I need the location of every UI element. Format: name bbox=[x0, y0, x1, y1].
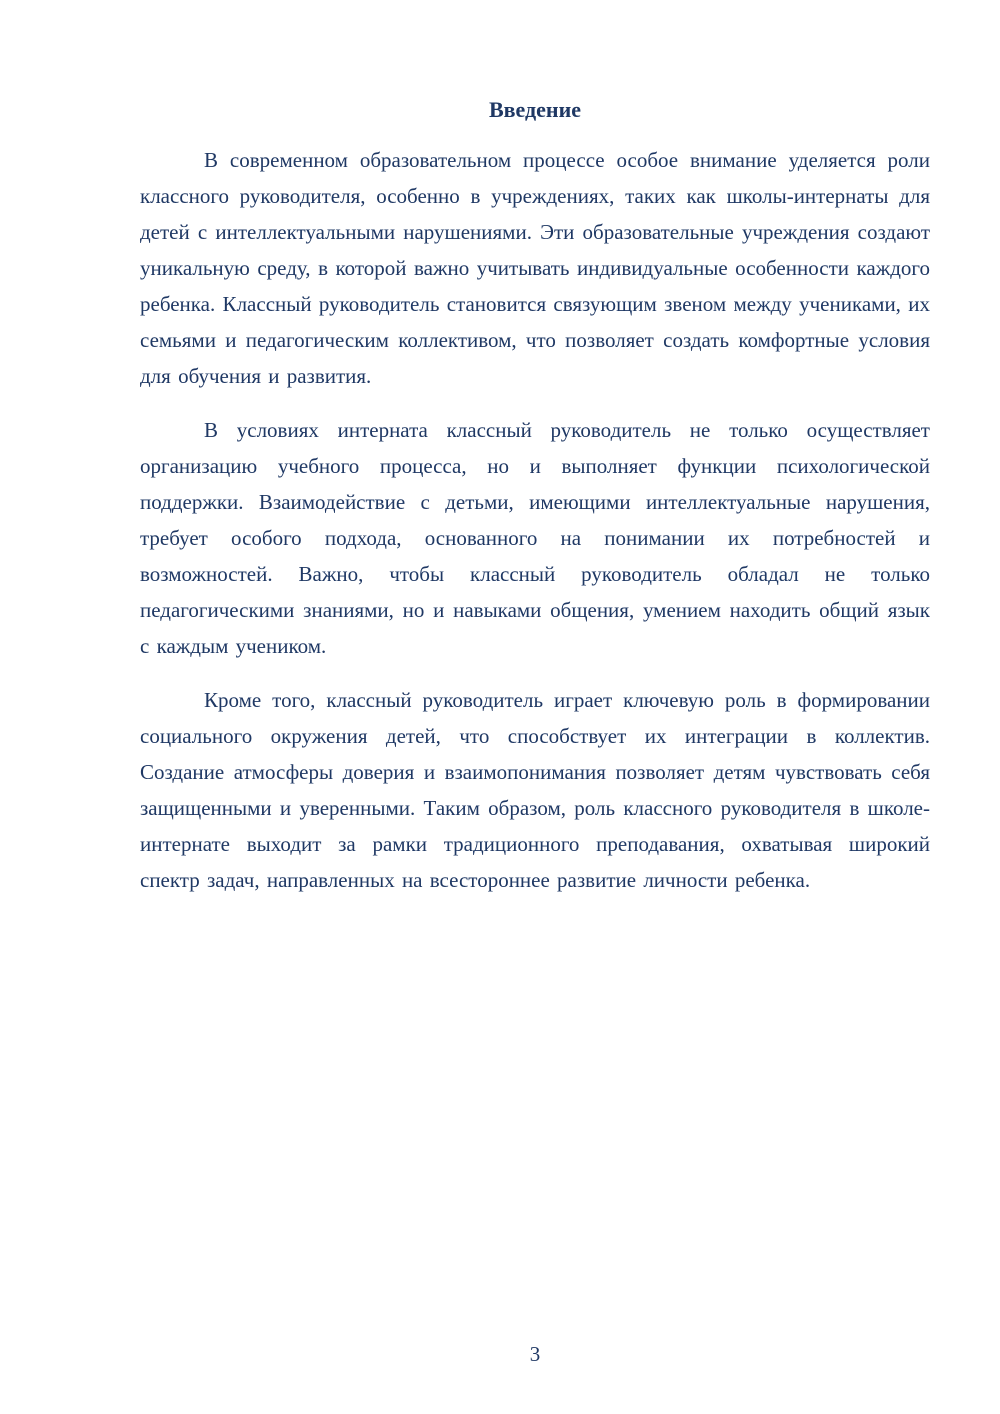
document-title: Введение bbox=[488, 97, 582, 122]
paragraph-intro: В современном образовательном процессе особое внимание уделяется роли классного руководителя, особенно в учреждениях, таких как школы-интернаты для детей с интеллектуальными нарушениями. Эти образовательные учреждения создают уникальную среду, в которой важно учитывать индивидуальные особенности каждого ребенка. Классный руководитель становится связующим звеном между учениками, их семьями и педагогическим коллективом, что позволяет создать комфортные условия для обучения и развития. bbox=[140, 148, 930, 388]
paragraph-social-environment: Кроме того, классный руководитель играет ключевую роль в формировании социального окружения детей, что способствует их интеграции в коллектив. Создание атмосферы доверия и взаимопонимания позволяет детям чувствовать себя защищенными и уверенными. Таким образом, роль классного руководителя в школе-интернате выходит за рамки традиционного преподавания, охватывая широкий спектр задач, направленных на всестороннее развитие личности ребенка. bbox=[140, 688, 930, 892]
paragraph-boarding-school-role: В условиях интерната классный руководитель не только осуществляет организацию учебного процесса, но и выполняет функции психологической поддержки. Взаимодействие с детьми, имеющими интеллектуальные нарушения, требует особого подхода, основанного на понимании их потребностей и возможностей. Важно, чтобы классный руководитель обладал не только педагогическими знаниями, но и навыками общения, умением находить общий язык с каждым учеником. bbox=[140, 418, 930, 658]
page-number: 3 bbox=[529, 1342, 541, 1366]
